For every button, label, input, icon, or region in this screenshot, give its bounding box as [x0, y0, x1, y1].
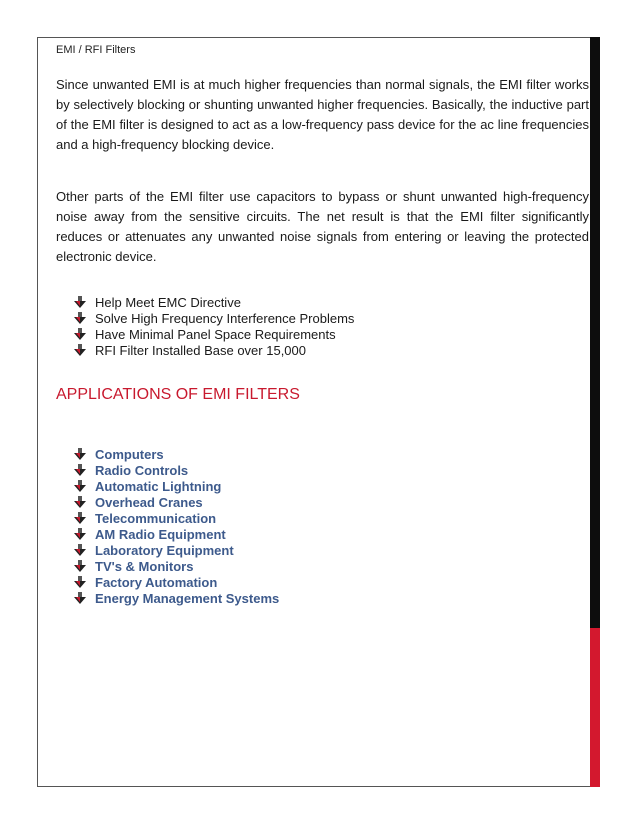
list-item: Computers: [74, 446, 279, 462]
down-arrow-bullet-icon: [74, 576, 86, 588]
list-item: Factory Automation: [74, 574, 279, 590]
down-arrow-bullet-icon: [74, 480, 86, 492]
list-item: Telecommunication: [74, 510, 279, 526]
down-arrow-bullet-icon: [74, 296, 86, 308]
list-item: TV's & Monitors: [74, 558, 279, 574]
applications-list: [74, 446, 279, 606]
down-arrow-bullet-icon: [74, 512, 86, 524]
benefits-list: [74, 294, 354, 358]
down-arrow-bullet-icon: [74, 464, 86, 476]
down-arrow-bullet-icon: [74, 544, 86, 556]
list-item: Laboratory Equipment: [74, 542, 279, 558]
applications-heading: APPLICATIONS OF EMI FILTERS: [56, 386, 300, 403]
down-arrow-bullet-icon: [74, 496, 86, 508]
list-item: AM Radio Equipment: [74, 526, 279, 542]
sidebar-black-bar: [590, 37, 600, 628]
list-item: Overhead Cranes: [74, 494, 279, 510]
list-item: Radio Controls: [74, 462, 279, 478]
down-arrow-bullet-icon: [74, 312, 86, 324]
list-item: RFI Filter Installed Base over 15,000: [74, 342, 354, 358]
down-arrow-bullet-icon: [74, 448, 86, 460]
list-item: Solve High Frequency Interference Problems: [74, 310, 354, 326]
down-arrow-bullet-icon: [74, 528, 86, 540]
down-arrow-bullet-icon: [74, 344, 86, 356]
down-arrow-bullet-icon: [74, 560, 86, 572]
paragraph-1: Since unwanted EMI is at much higher frequencies than normal signals, the EMI filter works by selectively blocking or shunting unwanted higher frequencies. Basically, the inductive part of the EMI filter is designed to act as a low-frequency pass device for the ac line frequencies and a high-frequency blocking device.: [56, 77, 589, 152]
paragraph-2: Other parts of the EMI filter use capacitors to bypass or shunt unwanted high-frequency noise away from the sensitive circuits. The net result is that the EMI filter significantly reduces or attenuates any unwanted noise signals from entering or leaving the protected electronic device.: [56, 189, 589, 264]
list-item: Automatic Lightning: [74, 478, 279, 494]
list-item: Help Meet EMC Directive: [74, 294, 354, 310]
list-item: Have Minimal Panel Space Requirements: [74, 326, 354, 342]
page-header: EMI / RFI Filters: [56, 44, 136, 56]
down-arrow-bullet-icon: [74, 592, 86, 604]
down-arrow-bullet-icon: [74, 328, 86, 340]
sidebar-red-bar: [590, 628, 600, 787]
list-item: Energy Management Systems: [74, 590, 279, 606]
